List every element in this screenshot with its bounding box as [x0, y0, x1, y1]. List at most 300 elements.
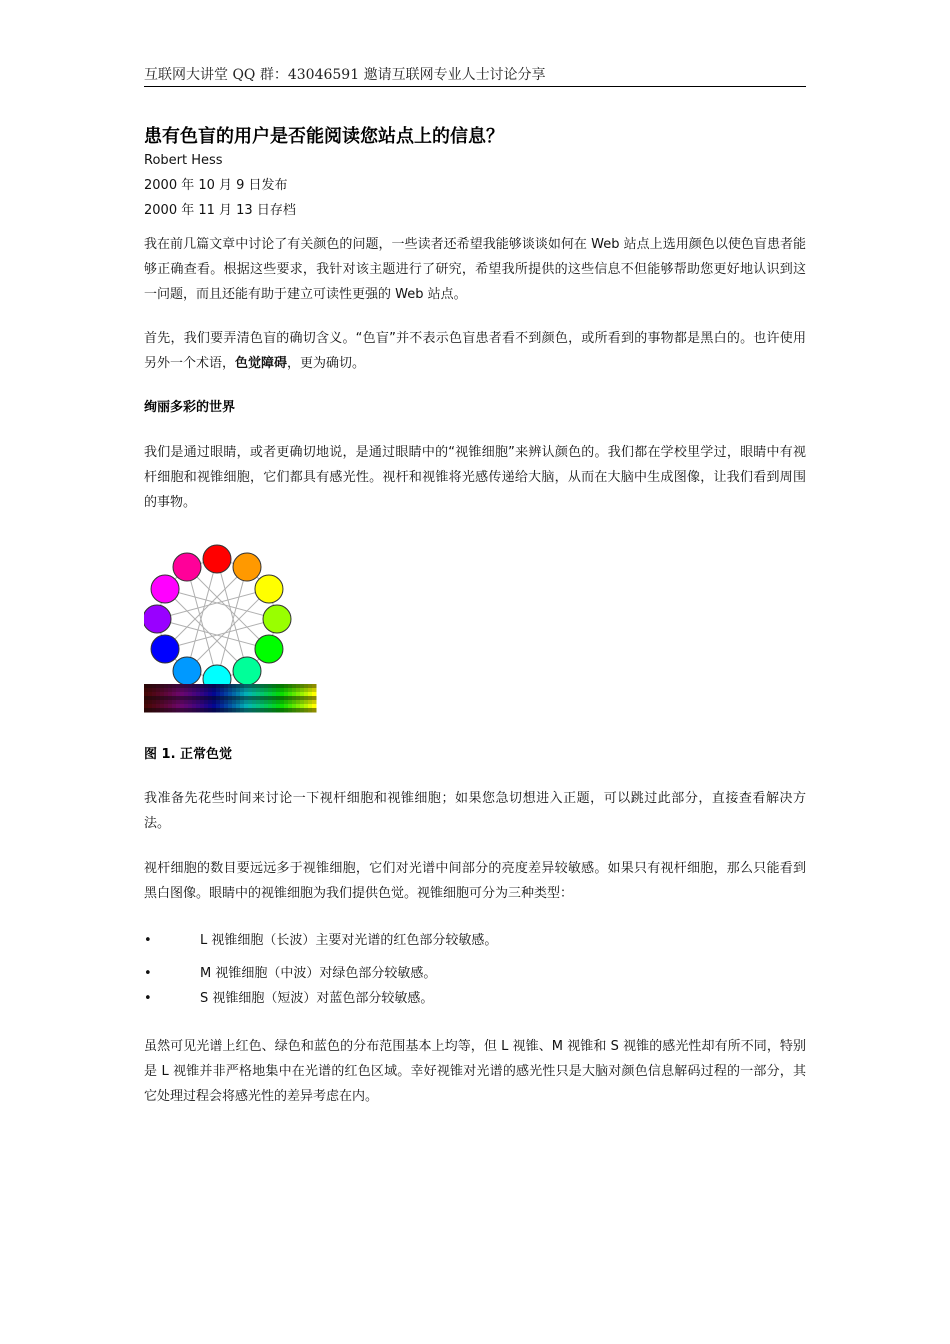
spectrum-cell: [256, 708, 261, 713]
spectrum-cell: [248, 700, 253, 705]
spectrum-cell: [284, 688, 289, 693]
spectrum-cell: [148, 708, 153, 713]
list-item-text: M 视锥细胞（中波）对绿色部分较敏感。: [200, 966, 437, 981]
spectrum-cell: [260, 696, 265, 701]
spectrum-cell: [240, 696, 245, 701]
spectrum-cell: [256, 700, 261, 705]
spectrum-cell: [244, 696, 249, 701]
spectrum-cell: [168, 700, 173, 705]
bullet-symbol: •: [144, 966, 152, 981]
spectrum-cell: [164, 708, 169, 713]
spectrum-cell: [196, 688, 201, 693]
spectrum-cell: [268, 684, 273, 689]
color-wheel-lines: [157, 559, 277, 679]
spectrum-cell: [160, 696, 165, 701]
spectrum-cell: [156, 700, 161, 705]
spectrum-cell: [216, 700, 221, 705]
spectrum-cell: [220, 696, 225, 701]
spectrum-cell: [176, 684, 181, 689]
spectrum-cell: [172, 684, 177, 689]
spectrum-cell: [308, 704, 313, 709]
spectrum-cell: [236, 692, 241, 697]
author: Robert Hess: [144, 153, 223, 168]
spectrum-cell: [228, 708, 233, 713]
spectrum-cell: [168, 708, 173, 713]
spectrum-cell: [172, 708, 177, 713]
spectrum-cell: [192, 696, 197, 701]
spectrum-cell: [200, 708, 205, 713]
figure-normal-vision: [144, 532, 319, 714]
spectrum-cell: [220, 684, 225, 689]
spectrum-cell: [280, 688, 285, 693]
spectrum-cell: [252, 704, 257, 709]
section-heading: 绚丽多彩的世界: [144, 400, 236, 415]
spectrum-cell: [308, 696, 313, 701]
spectrum-cell: [188, 704, 193, 709]
spectrum-cell: [184, 684, 189, 689]
spectrum-cell: [288, 700, 293, 705]
spectrum-cell: [184, 696, 189, 701]
spectrum-cell: [216, 688, 221, 693]
spectrum-cell: [180, 708, 185, 713]
spectrum-cell: [236, 708, 241, 713]
color-dot: [151, 575, 179, 603]
spectrum-cell: [288, 692, 293, 697]
paragraph-cone-types: 视杆细胞的数目要远远多于视锥细胞，它们对光谱中间部分的亮度差异较敏感。如果只有视杆细胞，那么只能看到黑白图像。眼睛中的视锥细胞为我们提供色觉。视锥细胞可分为三种类型：: [144, 861, 806, 901]
spectrum-cell: [180, 684, 185, 689]
color-dot: [255, 575, 283, 603]
color-dot: [144, 605, 171, 633]
spectrum-cell: [228, 684, 233, 689]
spectrum-cell: [312, 708, 317, 713]
spectrum-cell: [224, 708, 229, 713]
spectrum-cell: [304, 696, 309, 701]
spectrum-cell: [208, 692, 213, 697]
spectrum-cell: [228, 692, 233, 697]
spectrum-cell: [196, 696, 201, 701]
spectrum-cell: [200, 684, 205, 689]
spectrum-cell: [268, 708, 273, 713]
spectrum-cell: [164, 704, 169, 709]
spectrum-cell: [252, 696, 257, 701]
spectrum-cell: [244, 704, 249, 709]
spectrum-cell: [276, 708, 281, 713]
spectrum-cell: [252, 684, 257, 689]
spectrum-cell: [292, 700, 297, 705]
spectrum-cell: [296, 688, 301, 693]
spectrum-cell: [176, 700, 181, 705]
spectrum-cell: [260, 688, 265, 693]
spectrum-cell: [212, 692, 217, 697]
spectrum-cell: [152, 688, 157, 693]
spectrum-cell: [180, 704, 185, 709]
spectrum-cell: [236, 704, 241, 709]
spectrum-cell: [304, 688, 309, 693]
spectrum-cell: [296, 684, 301, 689]
spectrum-cell: [256, 696, 261, 701]
spectrum-cell: [172, 696, 177, 701]
spectrum-cell: [144, 688, 149, 693]
spectrum-cell: [164, 688, 169, 693]
paragraph-sensitivity: 虽然可见光谱上红色、绿色和蓝色的分布范围基本上均等，但 L 视锥、M 视锥和 S 视锥的感光性却有所不同，特别是 L 视锥并非严格地集中在光谱的红色区域。幸好视锥对光谱的感光性只是大脑对颜色信息解码过程的一部分，其它处理过程会将感光性的差异考虑在内。: [144, 1039, 806, 1104]
spectrum-cell: [308, 692, 313, 697]
publish-date: 2000 年 10 月 9 日发布: [144, 178, 288, 193]
figure-caption: 图 1. 正常色觉: [144, 747, 233, 762]
spectrum-cell: [260, 704, 265, 709]
spectrum-cell: [164, 692, 169, 697]
paragraph-definition-tail: ，更为确切。: [287, 356, 366, 371]
spectrum-cell: [240, 688, 245, 693]
color-dot: [255, 635, 283, 663]
spectrum-cell: [264, 684, 269, 689]
spectrum-cell: [180, 696, 185, 701]
spectrum-cell: [196, 700, 201, 705]
spectrum-cell: [192, 688, 197, 693]
spectrum-cell: [144, 700, 149, 705]
article-title: 患有色盲的用户是否能阅读您站点上的信息？: [144, 126, 504, 147]
spectrum-cell: [160, 708, 165, 713]
spectrum-cell: [188, 708, 193, 713]
spectrum-cell: [204, 704, 209, 709]
spectrum-cell: [296, 708, 301, 713]
spectrum-cell: [248, 696, 253, 701]
spectrum-cell: [272, 704, 277, 709]
spectrum-cell: [288, 684, 293, 689]
spectrum-cell: [220, 704, 225, 709]
spectrum-cell: [176, 704, 181, 709]
spectrum-cell: [160, 700, 165, 705]
spectrum-cell: [300, 696, 305, 701]
spectrum-cell: [244, 700, 249, 705]
spectrum-cell: [276, 700, 281, 705]
spectrum-cell: [284, 696, 289, 701]
spectrum-cell: [148, 688, 153, 693]
spectrum-cell: [284, 708, 289, 713]
spectrum-cell: [148, 696, 153, 701]
spectrum-cell: [228, 696, 233, 701]
spectrum-cell: [268, 700, 273, 705]
spectrum-cell: [156, 708, 161, 713]
spectrum-cell: [148, 684, 153, 689]
spectrum-cell: [208, 688, 213, 693]
bullet-symbol: •: [144, 991, 152, 1006]
spectrum-cell: [236, 684, 241, 689]
spectrum-cell: [200, 696, 205, 701]
spectrum-cell: [152, 684, 157, 689]
spectrum-cell: [296, 704, 301, 709]
spectrum-cell: [196, 708, 201, 713]
spectrum-cell: [256, 704, 261, 709]
spectrum-cell: [276, 704, 281, 709]
spectrum-cell: [192, 700, 197, 705]
spectrum-cell: [312, 696, 317, 701]
spectrum-cell: [272, 700, 277, 705]
spectrum-cell: [228, 688, 233, 693]
paragraph-definition: [144, 326, 806, 376]
spectrum-cell: [244, 708, 249, 713]
spectrum-cell: [224, 688, 229, 693]
spectrum-cell: [248, 704, 253, 709]
spectrum-cell: [204, 700, 209, 705]
spectrum-cell: [292, 708, 297, 713]
spectrum-cell: [272, 696, 277, 701]
spectrum-cell: [184, 688, 189, 693]
spectrum-cell: [156, 704, 161, 709]
spectrum-cell: [268, 696, 273, 701]
spectrum-cell: [264, 708, 269, 713]
spectrum-cell: [296, 696, 301, 701]
spectrum-cell: [204, 708, 209, 713]
spectrum-cell: [208, 684, 213, 689]
spectrum-cell: [156, 684, 161, 689]
spectrum-cell: [184, 700, 189, 705]
spectrum-cell: [224, 700, 229, 705]
spectrum-cell: [296, 692, 301, 697]
spectrum-cell: [284, 700, 289, 705]
spectrum-cell: [224, 692, 229, 697]
color-dot: [151, 635, 179, 663]
spectrum-cell: [248, 688, 253, 693]
spectrum-cell: [224, 696, 229, 701]
spectrum-cell: [292, 684, 297, 689]
archive-date: 2000 年 11 月 13 日存档: [144, 203, 296, 218]
spectrum-cell: [292, 688, 297, 693]
spectrum-cell: [312, 704, 317, 709]
spectrum-cell: [236, 696, 241, 701]
spectrum-cell: [272, 688, 277, 693]
spectrum-cell: [232, 704, 237, 709]
spectrum-cell: [304, 692, 309, 697]
list-item-text: S 视锥细胞（短波）对蓝色部分较敏感。: [200, 991, 434, 1006]
spectrum-cell: [232, 692, 237, 697]
spectrum-cell: [188, 688, 193, 693]
spectrum-cell: [280, 708, 285, 713]
spectrum-cell: [200, 692, 205, 697]
spectrum-cell: [256, 688, 261, 693]
spectrum-cell: [244, 684, 249, 689]
spectrum-cell: [284, 684, 289, 689]
spectrum-cell: [152, 704, 157, 709]
spectrum-cell: [172, 692, 177, 697]
spectrum-cell: [212, 700, 217, 705]
spectrum-cell: [308, 688, 313, 693]
spectrum-cell: [148, 700, 153, 705]
spectrum-cell: [240, 704, 245, 709]
color-dot: [233, 657, 261, 685]
spectrum-cell: [288, 696, 293, 701]
spectrum-cell: [204, 692, 209, 697]
spectrum-cell: [312, 684, 317, 689]
spectrum-cell: [300, 692, 305, 697]
spectrum-cell: [144, 692, 149, 697]
spectrum-cell: [256, 692, 261, 697]
spectrum-cell: [304, 684, 309, 689]
color-dot: [173, 657, 201, 685]
spectrum-cell: [188, 696, 193, 701]
spectrum-cell: [232, 696, 237, 701]
spectrum-cell: [148, 692, 153, 697]
spectrum-cell: [152, 696, 157, 701]
color-dot: [203, 545, 231, 573]
spectrum-cell: [168, 696, 173, 701]
spectrum-cell: [280, 704, 285, 709]
spectrum-cell: [256, 684, 261, 689]
spectrum-cell: [248, 684, 253, 689]
spectrum-cell: [288, 704, 293, 709]
spectrum-cell: [160, 692, 165, 697]
spectrum-cell: [220, 700, 225, 705]
spectrum-cell: [152, 700, 157, 705]
spectrum-strip: [144, 684, 317, 713]
spectrum-cell: [308, 708, 313, 713]
spectrum-cell: [180, 700, 185, 705]
spectrum-cell: [272, 684, 277, 689]
spectrum-cell: [212, 708, 217, 713]
spectrum-cell: [280, 692, 285, 697]
spectrum-cell: [180, 688, 185, 693]
spectrum-cell: [192, 708, 197, 713]
color-dot: [233, 553, 261, 581]
spectrum-cell: [240, 684, 245, 689]
spectrum-cell: [200, 700, 205, 705]
spectrum-cell: [276, 684, 281, 689]
spectrum-cell: [216, 696, 221, 701]
spectrum-cell: [220, 688, 225, 693]
spectrum-cell: [188, 692, 193, 697]
paragraph-cones: 我们是通过眼睛，或者更确切地说，是通过眼睛中的“视锥细胞”来辨认颜色的。我们都在学校里学过，眼睛中有视杆细胞和视锥细胞，它们都具有感光性。视杆和视锥将光感传递给大脑，从而在大脑中生成图像，让我们看到周围的事物。: [144, 445, 806, 510]
spectrum-cell: [276, 696, 281, 701]
spectrum-cell: [268, 704, 273, 709]
spectrum-cell: [192, 704, 197, 709]
spectrum-cell: [196, 704, 201, 709]
spectrum-cell: [264, 700, 269, 705]
page-header: 互联网大讲堂 QQ 群：43046591 邀请互联网专业人士讨论分享: [144, 64, 806, 87]
color-wheel-figure: [144, 532, 319, 714]
spectrum-cell: [212, 688, 217, 693]
spectrum-cell: [260, 700, 265, 705]
spectrum-cell: [280, 700, 285, 705]
spectrum-cell: [248, 708, 253, 713]
spectrum-cell: [252, 688, 257, 693]
spectrum-cell: [192, 692, 197, 697]
spectrum-cell: [212, 696, 217, 701]
spectrum-cell: [192, 684, 197, 689]
spectrum-cell: [220, 708, 225, 713]
list-item-text: L 视锥细胞（长波）主要对光谱的红色部分较敏感。: [200, 933, 498, 948]
spectrum-cell: [300, 684, 305, 689]
spectrum-cell: [232, 700, 237, 705]
spectrum-cell: [232, 684, 237, 689]
spectrum-cell: [184, 704, 189, 709]
spectrum-cell: [204, 684, 209, 689]
spectrum-cell: [200, 704, 205, 709]
bullet-symbol: •: [144, 933, 152, 948]
spectrum-cell: [200, 688, 205, 693]
spectrum-cell: [292, 704, 297, 709]
paragraph-definition-text: 首先，我们要弄清色盲的确切含义。“色盲”并不表示色盲患者看不到颜色，或所看到的事物都是黑白的。也许使用另外一个术语，: [144, 331, 806, 371]
spectrum-cell: [260, 684, 265, 689]
spectrum-cell: [176, 692, 181, 697]
paragraph-rods-cones: 我准备先花些时间来讨论一下视杆细胞和视锥细胞；如果您急切想进入正题，可以跳过此部分，直接查看解决方法。: [144, 791, 806, 831]
spectrum-cell: [244, 692, 249, 697]
spectrum-cell: [232, 688, 237, 693]
spectrum-cell: [196, 684, 201, 689]
spectrum-cell: [248, 692, 253, 697]
spectrum-cell: [184, 708, 189, 713]
spectrum-cell: [168, 684, 173, 689]
spectrum-cell: [160, 684, 165, 689]
spectrum-cell: [308, 700, 313, 705]
spectrum-cell: [308, 684, 313, 689]
paragraph-intro: 我在前几篇文章中讨论了有关颜色的问题，一些读者还希望我能够谈谈如何在 Web 站点上选用颜色以使色盲患者能够正确查看。根据这些要求，我针对该主题进行了研究，希望我所提供的这些信息不但能够帮助您更好地认识到这一问题，而且还能有助于建立可读性更强的 Web 站点。: [144, 237, 806, 302]
spectrum-cell: [212, 704, 217, 709]
spectrum-cell: [224, 704, 229, 709]
spectrum-cell: [304, 700, 309, 705]
spectrum-cell: [188, 684, 193, 689]
spectrum-cell: [208, 700, 213, 705]
spectrum-cell: [212, 684, 217, 689]
spectrum-cell: [164, 684, 169, 689]
spectrum-cell: [216, 708, 221, 713]
spectrum-cell: [228, 700, 233, 705]
spectrum-cell: [208, 704, 213, 709]
spectrum-cell: [236, 688, 241, 693]
term-color-vision-deficiency: 色觉障碍: [235, 356, 288, 371]
spectrum-cell: [236, 700, 241, 705]
spectrum-cell: [264, 692, 269, 697]
spectrum-cell: [196, 692, 201, 697]
spectrum-cell: [252, 692, 257, 697]
spectrum-cell: [288, 688, 293, 693]
spectrum-cell: [312, 700, 317, 705]
spectrum-cell: [148, 704, 153, 709]
spectrum-cell: [176, 696, 181, 701]
spectrum-cell: [164, 700, 169, 705]
color-dot: [173, 553, 201, 581]
spectrum-cell: [304, 708, 309, 713]
spectrum-cell: [156, 688, 161, 693]
spectrum-cell: [172, 700, 177, 705]
spectrum-cell: [260, 692, 265, 697]
spectrum-cell: [252, 708, 257, 713]
spectrum-cell: [300, 708, 305, 713]
spectrum-cell: [224, 684, 229, 689]
spectrum-cell: [300, 688, 305, 693]
spectrum-cell: [260, 708, 265, 713]
spectrum-cell: [144, 696, 149, 701]
spectrum-cell: [144, 704, 149, 709]
color-wheel-dots: [144, 545, 291, 693]
spectrum-cell: [184, 692, 189, 697]
spectrum-cell: [168, 704, 173, 709]
spectrum-cell: [228, 704, 233, 709]
spectrum-cell: [216, 704, 221, 709]
spectrum-cell: [156, 696, 161, 701]
spectrum-cell: [160, 704, 165, 709]
spectrum-cell: [232, 708, 237, 713]
spectrum-cell: [280, 684, 285, 689]
spectrum-cell: [172, 704, 177, 709]
spectrum-cell: [276, 692, 281, 697]
spectrum-cell: [284, 692, 289, 697]
spectrum-cell: [172, 688, 177, 693]
spectrum-cell: [176, 708, 181, 713]
spectrum-cell: [268, 688, 273, 693]
spectrum-cell: [312, 692, 317, 697]
spectrum-cell: [176, 688, 181, 693]
spectrum-cell: [208, 696, 213, 701]
spectrum-cell: [300, 700, 305, 705]
